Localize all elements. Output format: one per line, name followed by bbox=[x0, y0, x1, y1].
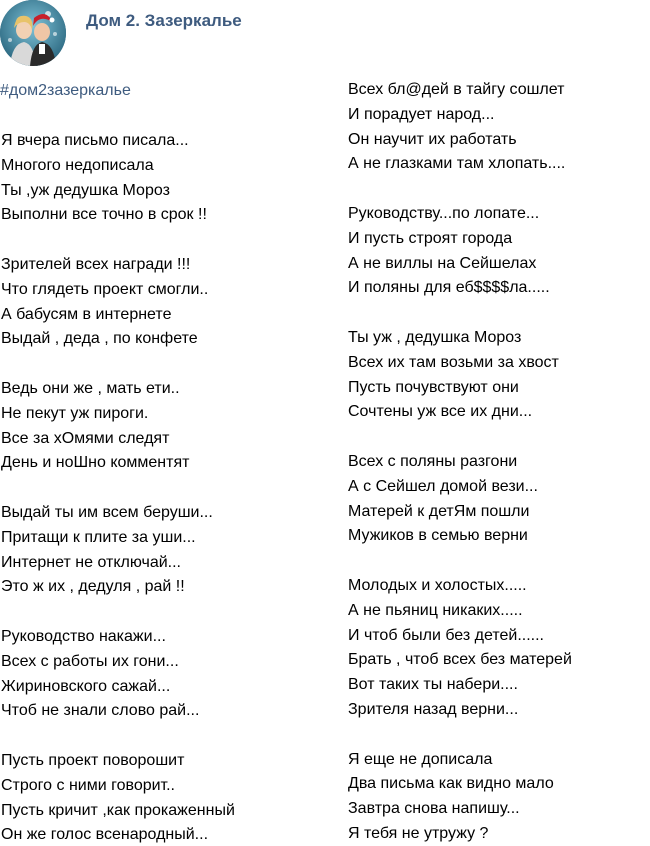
poem-line: Он научит их работать bbox=[348, 130, 517, 148]
poem-line: Выполни все точно в срок !! bbox=[1, 206, 207, 224]
poem-line: День и ноШно комментят bbox=[1, 454, 190, 472]
poem-line: Молодых и холостых..... bbox=[348, 577, 527, 594]
poem-line: И пусть строят города bbox=[348, 229, 513, 247]
poem-line: Он же голос всенародный... bbox=[1, 826, 209, 844]
poem-line: Жириновского сажай... bbox=[1, 677, 171, 695]
poem-line: Пусть почувствуют они bbox=[348, 378, 519, 396]
channel-avatar[interactable] bbox=[0, 0, 66, 66]
post-header bbox=[0, 0, 650, 68]
poem-line: Строго с ними говорит.. bbox=[1, 776, 175, 794]
poem-line: Всех с поляны разгони bbox=[348, 453, 518, 470]
poem-line: Всех их там возьми за хвост bbox=[348, 353, 559, 371]
poem-line: Ты ,уж дедушка Мороз bbox=[1, 181, 170, 199]
poem-line: Завтра снова напишу... bbox=[348, 800, 520, 818]
poem-line: Вот таких ты набери.... bbox=[348, 676, 518, 694]
poem-line: Ведь они же , мать ети.. bbox=[1, 380, 180, 397]
poem-line: И поляны для еб$$$$ла..... bbox=[348, 279, 550, 297]
poem-line: Не пекут уж пироги. bbox=[1, 404, 149, 422]
poem-line: Зрителей всех награди !!! bbox=[1, 256, 191, 273]
poem-line: Пусть проект поворошит bbox=[1, 752, 185, 769]
poem-line: Выдай , деда , по конфете bbox=[1, 330, 198, 348]
poem-line: Мужиков в семью верни bbox=[348, 527, 528, 545]
poem-line: Я еще не дописала bbox=[348, 750, 493, 768]
poem-line: Я тебя не утружу ? bbox=[348, 825, 489, 842]
poem-line: Все за хОмями следят bbox=[1, 429, 170, 447]
poem-line: Матерей к детЯм пошли bbox=[348, 502, 530, 520]
poem-line: А с Сейшел домой вези... bbox=[348, 477, 538, 495]
poem-line: Руководству...по лопате... bbox=[348, 205, 540, 222]
poem-line: Это ж их , дедуля , рай !! bbox=[1, 578, 185, 596]
poem-line: Два письма как видно мало bbox=[348, 775, 554, 793]
poem-line: Всех бл@дей в тайгу сошлет bbox=[348, 81, 565, 98]
poem-line: А не виллы на Сейшелах bbox=[348, 254, 537, 272]
poem-line: Я вчера письмо писала... bbox=[1, 132, 189, 149]
poem-line: Пусть кричит ,как прокаженный bbox=[1, 801, 235, 819]
poem-line: Ты уж , дедушка Мороз bbox=[348, 329, 522, 346]
poem-line: Интернет не отключай... bbox=[1, 553, 181, 571]
avatar-image bbox=[0, 0, 66, 66]
poem-line: Чтоб не знали слово рай... bbox=[1, 702, 200, 720]
poem-line: А не глазками там хлопать.... bbox=[348, 155, 566, 173]
poem-line: Брать , чтоб всех без матерей bbox=[348, 651, 572, 669]
poem-line: Зрителя назад верни... bbox=[348, 701, 519, 718]
poem-line: Всех с работы их гони... bbox=[1, 652, 179, 670]
poem-line: И чтоб были без детей...... bbox=[348, 626, 544, 644]
poem-line: Сочтены уж все их дни... bbox=[348, 403, 533, 421]
poem-line: Руководство накажи... bbox=[1, 628, 166, 645]
poem-line: Притащи к плите за уши... bbox=[1, 528, 196, 546]
hashtag-link[interactable]: #дом2зазеркалье bbox=[0, 82, 131, 99]
poem-line: А не пьяниц никаких..... bbox=[348, 601, 523, 619]
poem-line: Что глядеть проект смогли.. bbox=[1, 280, 209, 298]
poem-line: А бабусям в интернете bbox=[1, 305, 172, 323]
channel-name[interactable]: Дом 2. Зазеркалье bbox=[86, 11, 242, 30]
poem-line: Выдай ты им всем беруши... bbox=[1, 504, 213, 521]
poem-line: И порадует народ... bbox=[348, 105, 495, 123]
poem-line: Многого недописала bbox=[1, 156, 154, 174]
